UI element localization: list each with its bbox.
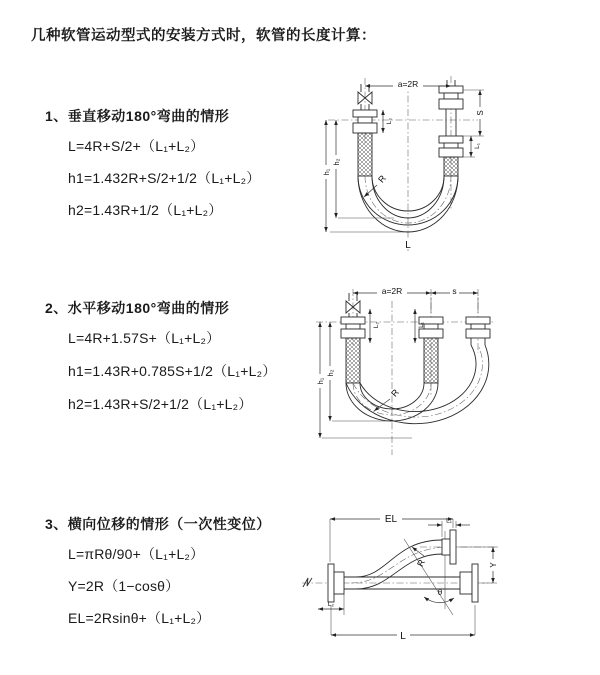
section-3-heading: 3、横向位移的情形（一次性变位） xyxy=(45,516,271,532)
diagram-vertical-u xyxy=(308,72,593,257)
diagram-horizontal-u-svg xyxy=(308,283,593,458)
formula-2-L: L=4R+1.57S+（L₁+L₂） xyxy=(68,330,221,346)
centerlines xyxy=(316,289,493,455)
formula-3-Y: Y=2R（1−cosθ） xyxy=(68,578,180,594)
dim-label-h2: h₂ xyxy=(326,369,335,377)
left-fitting xyxy=(341,317,365,383)
right-fitting-upper xyxy=(439,80,463,136)
right-fitting-lower xyxy=(439,136,463,176)
formula-1-h1: h1=1.432R+S/2+1/2（L₁+L₂） xyxy=(68,170,261,186)
dim-label-end-right: L₁ xyxy=(474,143,481,149)
formula-1-L: L=4R+S/2+（L₁+L₂） xyxy=(68,138,205,154)
diagram-lateral-svg xyxy=(300,505,595,660)
radius-label: R xyxy=(376,173,388,185)
dim-label-end-mid: L₁ xyxy=(418,322,425,328)
displaced-hose xyxy=(351,530,456,589)
length-label: L xyxy=(405,240,411,251)
formula-3-L: L=πRθ/90+（L₁+L₂） xyxy=(68,546,205,562)
diagram-lateral xyxy=(300,505,595,660)
el-label: EL xyxy=(384,514,398,525)
radius-label: R xyxy=(389,387,401,399)
formula-3-EL: EL=2Rsinθ+（L₁+L₂） xyxy=(68,610,211,626)
dim-label-h1: h₁ xyxy=(316,377,325,385)
formula-2-h2: h2=1.43R+S/2+1/2（L₁+L₂） xyxy=(68,396,253,412)
dim-label-span: a=2R xyxy=(381,286,403,296)
dim-label-stroke: S xyxy=(476,110,485,116)
right-fitting xyxy=(466,317,490,345)
diagram-horizontal-u xyxy=(308,283,593,458)
dim-label-end-left: L₂ xyxy=(327,601,335,608)
y-label: Y xyxy=(489,562,498,568)
page-title: 几种软管运动型式的安装方式时，软管的长度计算： xyxy=(31,28,376,44)
dim-label-stroke: s xyxy=(452,286,457,296)
centerline-break-mark xyxy=(303,578,312,587)
section-1-heading: 1、垂直移动180°弯曲的情形 xyxy=(45,108,230,124)
dim-label-h1: h₁ xyxy=(322,168,331,176)
dim-label-end-top: L₁ xyxy=(446,517,452,525)
radius-label: R xyxy=(415,557,427,569)
diagram-vertical-u-svg xyxy=(308,72,593,257)
theta-label: θ xyxy=(437,588,443,597)
dim-label-end-left: L₂ xyxy=(386,117,393,125)
hose-arcs xyxy=(346,345,489,424)
dim-label-end-left: L₂ xyxy=(373,321,380,329)
length-label: L xyxy=(400,631,406,642)
formula-2-h1: h1=1.43R+0.785S+1/2（L₁+L₂） xyxy=(68,363,277,379)
formula-1-h2: h2=1.43R+1/2（L₁+L₂） xyxy=(68,202,223,218)
section-2-heading: 2、水平移动180°弯曲的情形 xyxy=(45,300,230,316)
dim-label-span: a=2R xyxy=(397,79,419,89)
dim-label-h2: h₂ xyxy=(332,158,341,166)
